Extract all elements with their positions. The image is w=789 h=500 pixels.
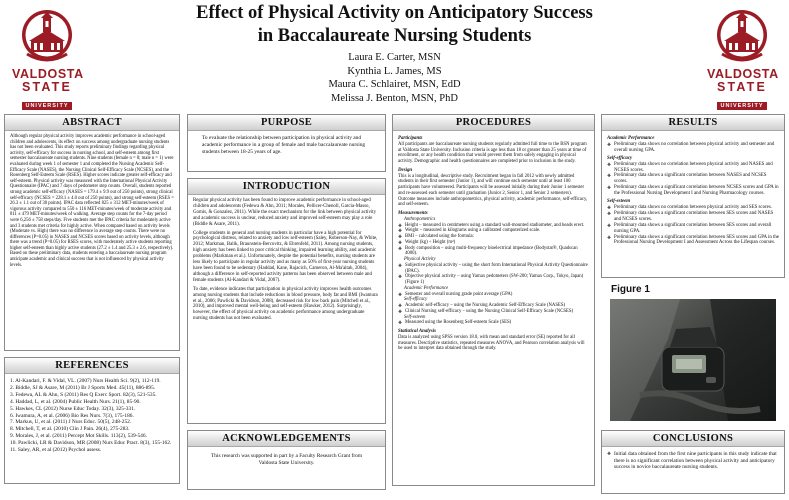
reference-item: 4. Haddad, L, et al. (2004) Public Health Nurs. 21(1), 85-90. bbox=[10, 398, 141, 405]
acknowledgements-text: This research was supported in part by a Faculty Research Grant from Valdosta State University. bbox=[210, 453, 363, 466]
introduction-paragraph: Regular physical activity has been found to improve academic performance in school-aged children and adolescents (Fedewa & Ahn, 2011; Morales, Pellicer-Chenoll, Garcia-Masso, Gomis, & Gonzalez, 2011). While the exact mechanism for the link between physical activity and academic success is unclear, reduced anxiety and improved self-esteem may play a role (Biddle & Asare, 2011). bbox=[193, 198, 377, 227]
reference-item: 5. Hawkes, CL (2012) Nurse Educ Today. 32(3), 325-331. bbox=[10, 405, 136, 412]
anthropometrics-label: Anthropometrics bbox=[404, 216, 436, 222]
conclusions-body bbox=[602, 447, 784, 475]
section-heading: ACKNOWLEDGEMENTS bbox=[188, 431, 385, 447]
bmi-formula: ❖ Weight (kg) ÷ Height (m²) bbox=[398, 240, 589, 246]
academic-performance-item: ❖ Semester and overall nursing grade point average (GPA) bbox=[398, 292, 589, 298]
results-item: ❖ Preliminary data shows no correlation between physical activity and semester and overall nursing GPA. bbox=[607, 142, 779, 154]
reference-item: 7. Markus, U, et al. (2011) J Nurs Educ. 50(5), 248-252. bbox=[10, 419, 132, 426]
results-item: ❖ Preliminary data shows a significant correlation between SES scores and overall nursing GPA. bbox=[607, 223, 779, 235]
title-line-2: in Baccalaureate Nursing Students bbox=[257, 26, 532, 46]
self-esteem-item: ❖ Measured using the Rosenberg Self-esteem Scale (SES) bbox=[398, 320, 589, 326]
reference-item: 6. Iwamura, A, et al. (2006) Bio Res Nurs. 7(3), 175-186. bbox=[10, 412, 134, 419]
column-2 bbox=[187, 114, 386, 490]
column-3 bbox=[392, 114, 595, 486]
results-item: ❖ Preliminary data shows no correlation between physical activity and SES scores. bbox=[607, 205, 779, 211]
physical-activity-label: Physical Activity bbox=[404, 257, 436, 262]
logo-word-state: STATE bbox=[716, 80, 768, 94]
results-item: ❖ Preliminary data shows a significant correlation between NCSES scores and GPA in the Professional Nursing Development I and Nursing Pharmacology courses. bbox=[607, 185, 779, 197]
results-self-esteem-label: Self-esteem bbox=[607, 199, 631, 205]
abstract-section bbox=[4, 114, 180, 351]
author-name: Melissa J. Benton, MSN, PhD bbox=[331, 92, 458, 104]
acknowledgements-section bbox=[187, 430, 386, 490]
procedures-body bbox=[393, 131, 594, 359]
bmi-item: ❖ BMI – calculated using the formula: bbox=[398, 234, 589, 240]
participants-text: All participants are baccalaureate nursing students regularly admitted full time to the BSN program at Valdosta State University. Inclusion criteria is age less than 18 or greater than 25 years at time of enrollment, or any health condition that would prevent them from safely engaging in physical activity. Demographic and health questionnaires are completed prior to inclusion in the study. bbox=[398, 141, 587, 164]
results-item: ❖ Preliminary data shows a significant correlation between SES scores and NASES and NCSES scores. bbox=[607, 211, 779, 223]
abstract-text: Although regular physical activity improves academic performance in school-aged children and adolescents, its effect on success among undergraduate nursing students has not been evaluated. This study reports preliminary findings regarding physical activity, self-efficacy for success in nursing school, and self-esteem among first semester baccalaureate nursing students. Nine students (female n = 8; male n = 1) were evaluated during week 1 of semester 1 and completed the Nursing Academic Self-Efficacy Scale (NASES), the Nursing Clinical Self-Efficacy Scale (NCSES), and the Rosenberg Self-Esteem Scale (RSES). Higher scores indicate greater self-efficacy and self-esteem. Physical activity was measured with the International Physical Activity Questionnaire (IPAC) and 7 days of pedometer step counts. Overall, students reported strong academic self-efficacy (NASES = 179.4 ± 9.9 out of 250 points), strong clinical self-efficacy (NCSES = 228.1 ± 4.0 out of 250 points), and strong self-esteem (RSES = 26.3 ± 1.1 out of 30 points). IPAC data reflected 825 ± 312 MET-minutes/week of vigorous activity compared to 550 ± 116 MET-minutes/week of moderate activity and 811 ± 479 MET-minutes/week of walking. Average step counts for the 7-day period were 6,256 ± 758 steps/day. Five students met the IPAC criteria for moderately active and 3 students met criteria for highly active. When compared based on activity levels (Moderate vs. High) there was no difference in average step counts. There were no differences (P=0.05) in NASES and NCSES scores based on activity levels, although there was a trend (P=0.05) for RSES scores, with moderately active students reporting higher self-esteem than highly active students (27.2 ± 1.4 and 25.3 ± 2.6, respectively). Based on these preliminary data, students entering a baccalaureate nursing program anticipate academic and clinical success that is not influenced by physical activity levels. bbox=[10, 134, 174, 268]
results-academic-label: Academic Performance bbox=[607, 136, 655, 141]
procedures-section bbox=[392, 114, 595, 486]
participants-label: Participants bbox=[398, 136, 423, 141]
logo-word-university: UNIVERSITY bbox=[22, 102, 71, 110]
poster-header bbox=[0, 0, 789, 112]
conclusion-item: ❖ Initial data obtained from the first nine participants in this study indicate that there is no significant correlation between physical activity and anticipatory success in novice baccalaureate nursing students. bbox=[607, 451, 779, 471]
author-name: Laura E. Carter, MSN bbox=[348, 52, 441, 63]
logo-word-valdosta: VALDOSTA bbox=[707, 67, 779, 81]
self-efficacy-item: ❖ Academic self-efficacy – using the Nursing Academic Self-Efficacy Scale (NASES) bbox=[398, 303, 589, 309]
self-efficacy-item: ❖ Clinical Nursing self-efficacy – using the Nursing Clinical Self-Efficacy Scale (NCSES) bbox=[398, 309, 589, 315]
introduction-paragraph: To date, evidence indicates that participation in physical activity improves health outcomes among nursing students that include reductions in blood pressure, body fat and BMI (Iwamura et al., 2006; Pawlicki & Davidson, 2008), decreased risk for low back pain (Mitchell et al., 2010), and improved mental well-being and self-esteem (Hawker, 2012). Surprisingly, however, the effect of physical activity on academic performance among undergraduate nursing students has not been evaluated. bbox=[193, 286, 378, 322]
figure-label: Figure 1 bbox=[611, 284, 650, 295]
figure-1 bbox=[601, 284, 785, 424]
results-section bbox=[601, 114, 785, 278]
reference-item: 2. Biddle, SJ & Asare, M (2011) Br J Sports Med. 45(11), 886-895. bbox=[10, 384, 156, 391]
physical-activity-item: ❖ Objective physical activity – using Yamax pedometers (SW-200; Yamax Corp., Tokyo, Japan) (Figure 1) bbox=[398, 274, 589, 286]
self-esteem-label: Self-esteem bbox=[404, 314, 426, 320]
body-composition-item: ❖ Body composition – using multi-frequency bioelectrical impedance (Bodystat®, Quadscan 4000). bbox=[398, 246, 589, 258]
purpose-text: To evaluate the relationship between participation in physical activity and academic performance in a group of female and male baccalaureate nursing students between 18-25 years of age. bbox=[202, 135, 366, 155]
university-building-icon bbox=[19, 8, 75, 66]
column-4 bbox=[601, 114, 785, 494]
statistical-analysis-label: Statistical Analysis bbox=[398, 329, 437, 334]
section-heading: INTRODUCTION bbox=[188, 179, 385, 195]
reference-item: 8. Mitchell, T, et al. (2010) Clin J Pain. 26(4), 275-283. bbox=[10, 426, 130, 433]
university-logo-left bbox=[12, 8, 84, 109]
results-item: ❖ Preliminary data shows a significant correlation between NASES and NCSES scores. bbox=[607, 173, 779, 185]
logo-word-university: UNIVERSITY bbox=[717, 102, 766, 110]
author-list bbox=[160, 51, 629, 105]
section-heading: CONCLUSIONS bbox=[602, 431, 784, 447]
height-item: ❖ Height – measured in centimeters using a standard wall-mounted stadiometer, and heads erect. bbox=[398, 223, 589, 229]
section-heading: REFERENCES bbox=[5, 358, 179, 374]
column-1 bbox=[4, 114, 180, 484]
academic-performance-label: Academic Performance bbox=[404, 285, 449, 291]
section-heading: PURPOSE bbox=[188, 115, 385, 131]
reference-item: 3. Fedewa, AL & Ahn, S (2011) Res Q Exerc Sport. 82(3), 521-535. bbox=[10, 391, 157, 398]
reference-item: 10. Pawlicki, LR & Davidson, MR (2008) Nurs Educ Pract. 8(3), 155-162. bbox=[10, 440, 172, 447]
results-self-efficacy-label: Self-efficacy bbox=[607, 155, 633, 161]
design-text: This is a longitudinal, descriptive study. Recruitment began in fall 2012 with newly admitted students in their first semester (Junior 1), and will continue each semester until at least 100 participants have volunteered. Participants will be assessed initially during their Junior 1 semester and re-assessed each semester until graduation (Junior 2, Senior 1, and Senior 2 semesters). Outcome measures include anthropometrics, physical activity, academic performance, self-efficacy, and self-esteem. bbox=[398, 173, 588, 208]
conclusions-section bbox=[601, 430, 785, 494]
physical-activity-item: ❖ Subjective physical activity – using the short form International Physical Activity Questionnaire (IPAC). bbox=[398, 263, 589, 275]
introduction-body bbox=[188, 195, 385, 329]
university-building-icon bbox=[714, 8, 770, 66]
results-body bbox=[602, 131, 784, 250]
references-list bbox=[5, 374, 179, 458]
weight-item: ❖ Weight – measured in kilograms using a calibrated computerized scale. bbox=[398, 228, 589, 234]
poster-title bbox=[160, 2, 629, 48]
section-heading: RESULTS bbox=[602, 115, 784, 131]
logo-word-state: STATE bbox=[21, 80, 73, 94]
pedometer-photo-icon bbox=[610, 299, 776, 421]
introduction-paragraph: College students in general and nursing students in particular have a high potential for psychological distress, related to anxiety and low self-esteem (Saley, Roberson-Nay, & White, 2012; Markman, Balik, Braunstein-Bercovitz, & Ehrenfeld, 2011). Among nursing students, high anxiety has been linked to poor critical thinking, impaired learning ability, and academic problems (Markman et al.). Unfortunately, despite the potential benefits, nursing students are less likely to participate in regular activity and as many as 50% of first-year nursing students have been found to be sedentary (Haddad, Kane, Rajacich, Cameron, Al-Ma'aitah, 2004), although a difference in self-reported activity patterns has been observed between male and female students (Al-Kandari & Vidal, 2007). bbox=[193, 230, 378, 283]
university-logo-right bbox=[707, 8, 779, 109]
reference-item: 9. Morales, J, et al. (2011) Percept Mot Skills. 113(2), 539-546. bbox=[10, 433, 147, 440]
self-efficacy-label: Self-efficacy bbox=[404, 297, 428, 303]
results-item: ❖ Preliminary data shows no correlation between physical activity and NASES and NCSES scores. bbox=[607, 162, 779, 174]
results-item: ❖ Preliminary data shows a significant correlation between SES scores and GPA in the Professional Nursing Development I and Assessment Across the Lifespan courses. bbox=[607, 235, 779, 247]
measurements-label: Measurements bbox=[398, 211, 428, 216]
reference-item: 1. Al-Kandari, F. & Vidal, VL. (2007) Nurs Health Sci. 9(2), 112-119. bbox=[10, 378, 161, 384]
introduction-section bbox=[187, 178, 386, 424]
statistical-analysis-text: Data is analyzed using SPSS version 18.0, with mean and standard error (SE) reported for all measures. Descriptive statistics, repeated measures ANOVA, and Pearson correlation analysis will be used to interpret data obtained through the study. bbox=[398, 334, 585, 352]
author-name: Kynthia L. James, MS bbox=[347, 65, 442, 77]
logo-word-valdosta: VALDOSTA bbox=[12, 67, 84, 81]
section-heading: PROCEDURES bbox=[393, 115, 594, 131]
author-name: Maura C. Schlairet, MSN, EdD bbox=[328, 79, 461, 90]
section-heading: ABSTRACT bbox=[5, 115, 179, 131]
design-label: Design bbox=[398, 167, 413, 173]
title-line-1: Effect of Physical Activity on Anticipatory Success bbox=[196, 3, 593, 23]
reference-item: 11. Saley, AR, et al (2012) Psychol assess. bbox=[10, 447, 102, 454]
references-section bbox=[4, 357, 180, 484]
purpose-section bbox=[187, 114, 386, 172]
